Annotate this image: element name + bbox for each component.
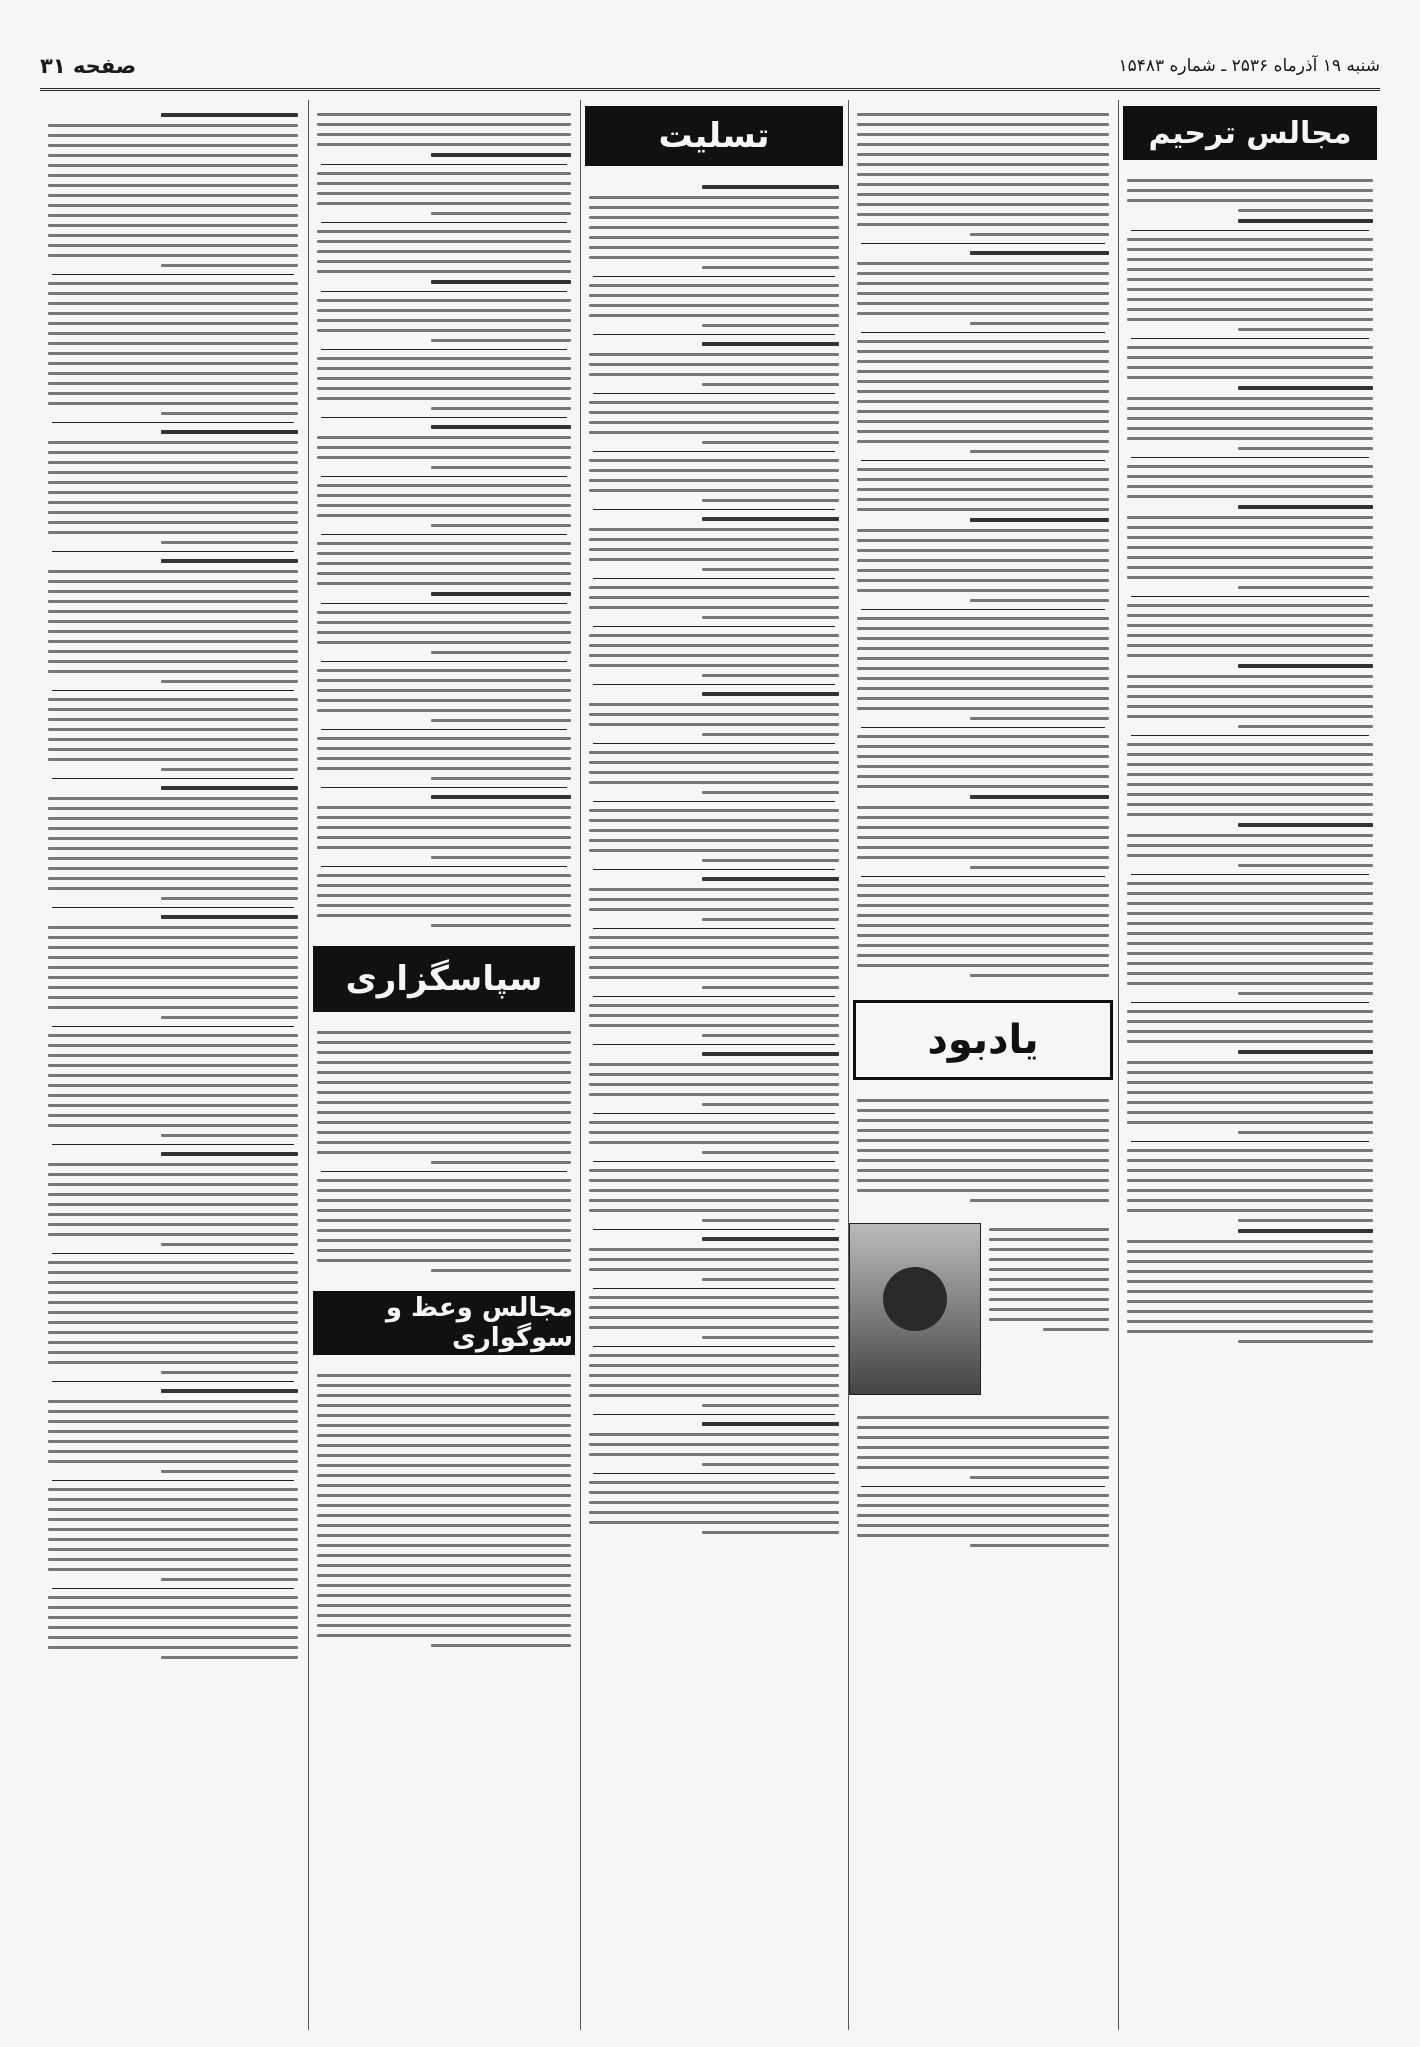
column-2: [848, 100, 1117, 2030]
column-1: [1118, 100, 1381, 2030]
sermon-meetings-title: مجالس وعظ و سوگواری: [385, 1293, 573, 1353]
notices-block: [581, 172, 847, 1547]
notices-block: [849, 100, 1117, 990]
page-header: [40, 52, 1380, 91]
column-5: [40, 100, 306, 2030]
notices-block: [309, 100, 579, 940]
issue-date: شنبه ۱۹ آذرماه ۲۵۳۶ ـ شماره ۱۵۴۸۳: [1118, 56, 1380, 76]
condolence-title: تسلیت: [658, 116, 770, 156]
remembrance-block: [849, 1086, 1117, 1215]
notices-block: [1119, 166, 1381, 1356]
portrait-head: [883, 1267, 947, 1331]
section-heading-condolence: [585, 106, 843, 166]
section-heading-sermon-meetings: [313, 1291, 575, 1355]
column-3: [580, 100, 847, 2030]
remembrance-title: یادبود: [927, 1017, 1039, 1063]
notices-block: [849, 1403, 1117, 1560]
notices-block: [309, 1361, 579, 1660]
condolence-meetings-title: مجالس ترحیم: [1148, 115, 1352, 151]
remembrance-text: [981, 1215, 1117, 1403]
column-4: [308, 100, 579, 2030]
thanks-title: سپاسگزاری: [345, 959, 543, 999]
section-heading-thanks: [313, 946, 575, 1012]
notices-block: [40, 100, 306, 1672]
newspaper-columns: [40, 100, 1380, 2030]
page-number: صفحه ۳۱: [40, 54, 137, 78]
section-heading-remembrance: [853, 1000, 1113, 1080]
section-heading-condolence-meetings: [1123, 106, 1377, 160]
notices-block: [309, 1018, 579, 1285]
portrait-photo: [849, 1223, 981, 1395]
